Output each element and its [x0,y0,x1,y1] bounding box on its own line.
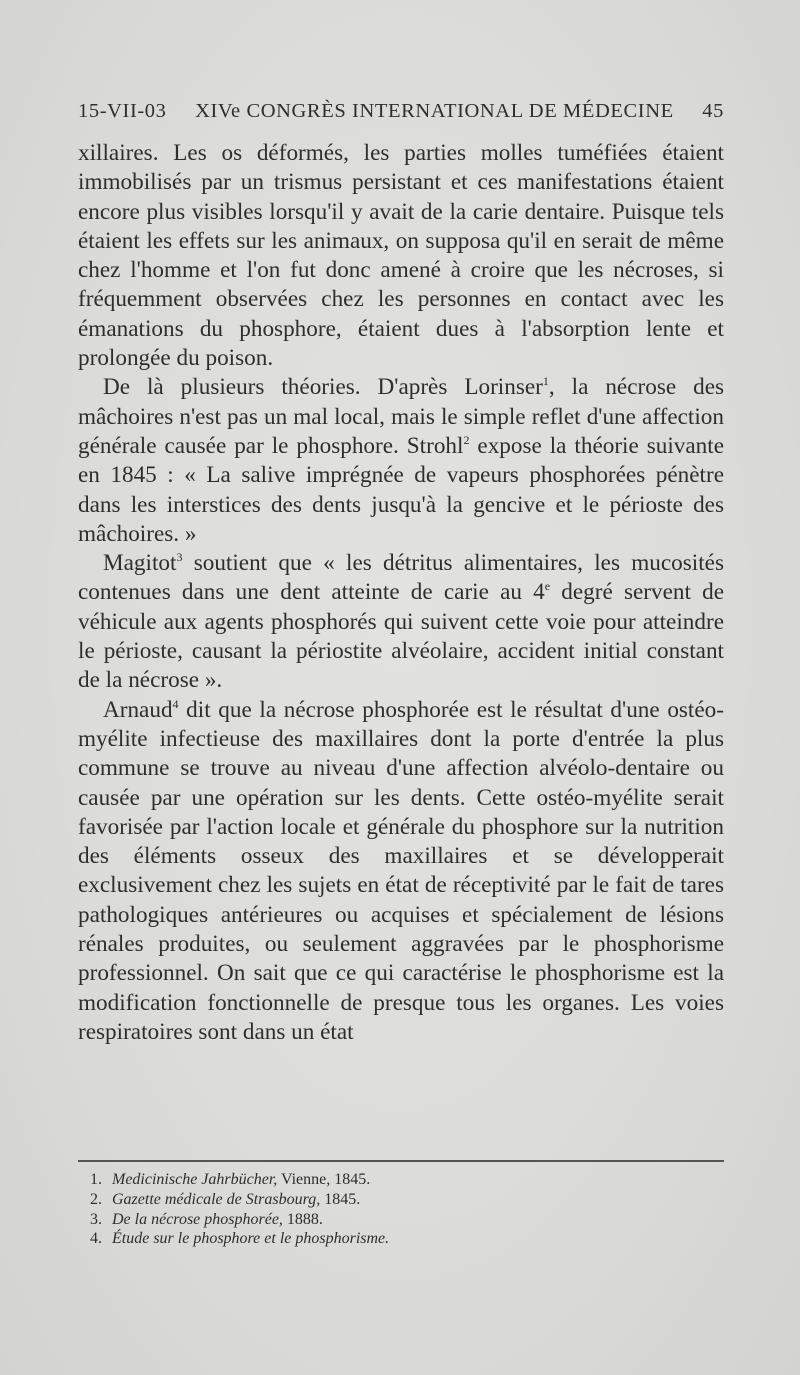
header-date: 15-VII-03 [78,100,167,122]
header-title: XIVe CONGRÈS INTERNATIONAL DE MÉDECINE [195,100,674,122]
paragraph-3-part-1: Magitot [103,550,177,577]
paragraph-1-text: xillaires. Les os déformés, les parties molles tuméfiées étaient immobilisés par un trismus persistant et ces manifestations étaient encore plus visibles lorsqu'il y avait de la carie dentaire. Puisque tels étaient les effets sur les animaux, on supposa qu'il en serait de même chez l'homme et l'on fut donc amené à croire que les nécroses, si fréquemment observées chez les personnes en contact avec les émanations du phosphore, étaient dues à l'absorption lente et prolongée du poison. [78,140,724,372]
paragraph-4 [78,696,724,1048]
footnote-3 [90,1210,710,1230]
paragraph-1 [78,139,724,373]
footnote-ref-4: 4 [172,696,179,711]
paragraph-2 [78,373,724,549]
paragraph-4-part-1: Arnaud [103,696,173,723]
footnote-2 [90,1190,710,1210]
main-text [78,139,724,1047]
page-number: 45 [702,100,724,122]
footnote-number: 4. [90,1230,102,1248]
footnote-number: 2. [90,1190,102,1208]
footnote-ref-3: 3 [176,550,183,565]
footnote-4 [90,1229,710,1249]
footnote-number: 1. [90,1171,102,1188]
footnotes [90,1170,710,1249]
footnote-title: De la nécrose phosphorée, [112,1210,283,1228]
footnote-title: Étude sur le phosphore et le phosphorisme. [112,1230,390,1248]
paragraph-2-part-2: , la nécrose des mâchoires n'est pas un mal local, mais le simple reflet d'une affection générale causée par le phosphore. Strohl [78,374,725,459]
paragraph-3-part-3: degré servent de véhicule aux agents phosphorés qui suivent cette voie pour atteindre le périoste, causant la périostite alvéolaire, accident initial constant de la nécrose ». [78,579,724,694]
paragraph-3 [78,549,724,695]
footnote-detail: 1845. [320,1190,361,1208]
paragraph-2-part-1: De là plusieurs théories. D'après Lorinser [103,374,543,401]
footnote-divider [78,1160,724,1162]
footnote-title: Medicinische Jahrbücher, [112,1171,278,1188]
footnote-ref-2: 2 [463,432,470,447]
running-header [78,100,724,123]
ordinal-superscript: e [544,579,551,594]
paragraph-2-part-3: expose la théorie suivante en 1845 : « La salive imprégnée de vapeurs phosphorées pénètre dans les interstices des dents jusqu'à la gencive et le périoste des mâchoires. » [78,432,724,547]
footnote-number: 3. [90,1210,102,1228]
footnote-ref-1: 1 [542,374,549,389]
footnote-detail: 1888. [282,1210,323,1228]
footnote-detail: Vienne, 1845. [277,1171,371,1188]
footnote-1 [90,1170,710,1190]
paragraph-4-part-2: dit que la nécrose phosphorée est le résultat d'une ostéo-myélite infectieuse des maxillaires dont la porte d'entrée la plus commune se trouve au niveau d'une affection alvéolo-dentaire ou causée par une opération sur les dents. Cette ostéo-myélite serait favorisée par l'action locale et générale du phosphore sur la nutrition des éléments osseux des maxillaires et se développerait exclusivement chez les sujets en état de réceptivité par le fait de tares pathologiques antérieures ou acquises et spécialement de lésions rénales produites, ou seulement aggravées par le phosphorisme professionnel. On sait que ce qui caractérise le phosphorisme est la modification fonctionnelle de presque tous les organes. Les voies respiratoires sont dans un état [78,696,724,1045]
footnote-title: Gazette médicale de Strasbourg, [112,1190,321,1208]
paragraph-3-part-2: soutient que « les détritus alimentaires, les mucosités contenues dans une dent atteinte de carie au 4 [78,550,724,606]
